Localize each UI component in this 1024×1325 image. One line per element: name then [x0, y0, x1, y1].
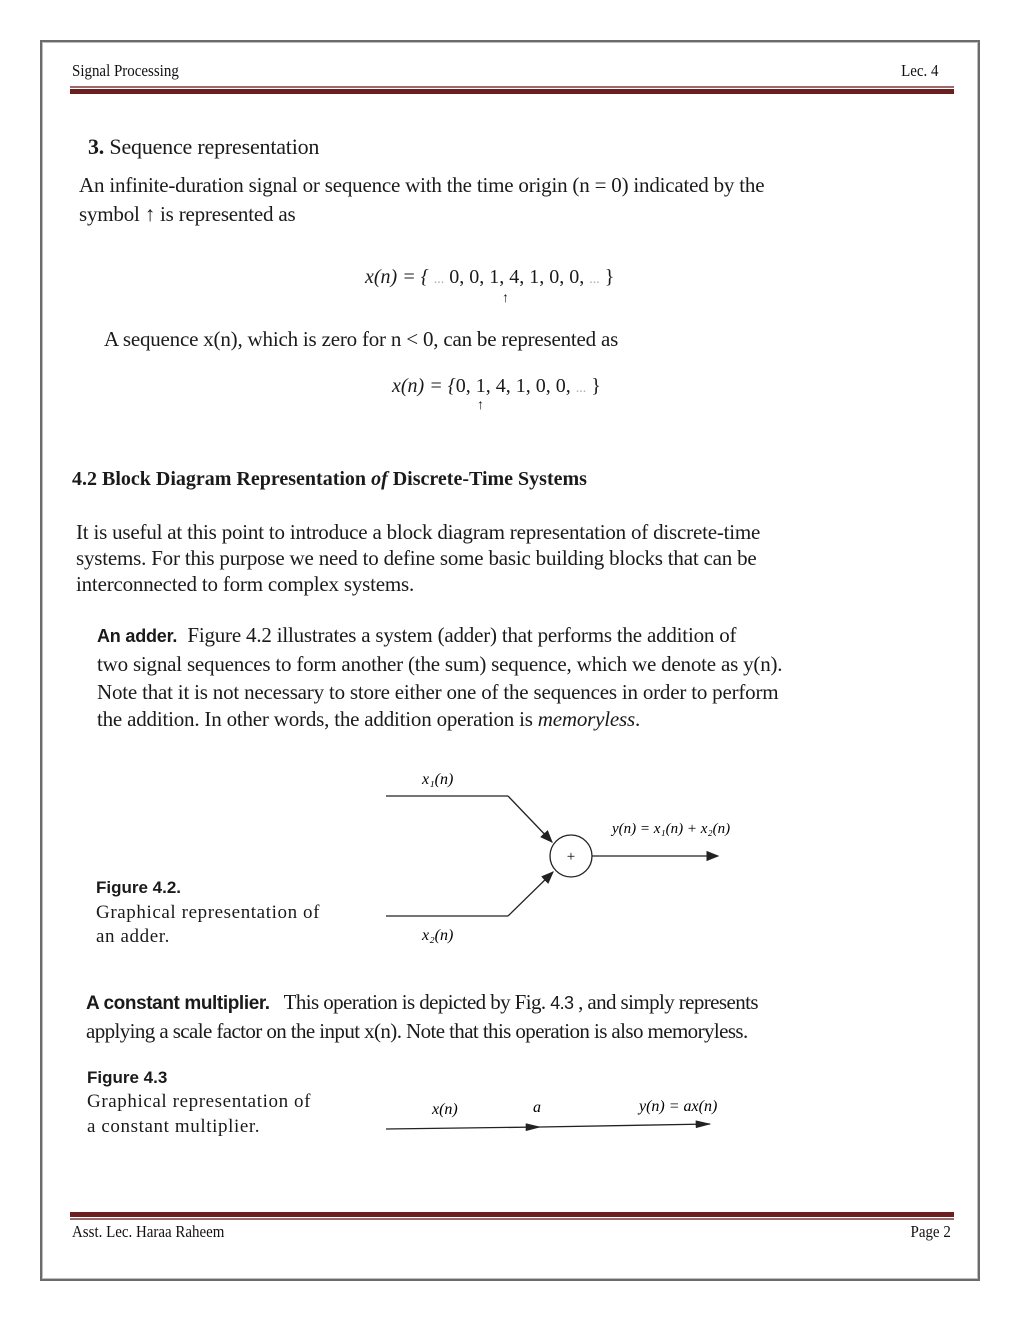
- adder-paragraph-line: [97, 707, 640, 732]
- heading-text: 4.2 Block Diagram Representation: [72, 468, 372, 490]
- adder-label: An adder.: [97, 626, 178, 646]
- output-label: y(n) = x₁(n) + x₂(n): [612, 821, 731, 837]
- adder-paragraph-line: two signal sequences to form another (the sum) sequence, which we denote as y(n).: [97, 652, 783, 676]
- text: Figure 4.2 illustrates a system (adder) that performs the addition of: [187, 623, 737, 647]
- input1-label: x₁(n): [422, 771, 454, 788]
- paragraph-line: symbol ↑ is represented as: [79, 202, 296, 226]
- origin-arrow-icon: ↑: [502, 291, 509, 306]
- output-arrow: [540, 1124, 710, 1127]
- header-rule: [70, 86, 954, 94]
- adder-paragraph-line: [97, 623, 736, 648]
- emphasis: memoryless: [537, 707, 635, 731]
- equation-values: 0, 0, 1, 4, 1, 0, 0,: [449, 266, 585, 288]
- footer-author: Asst. Lec. Haraa Raheem: [72, 1222, 225, 1241]
- text: .: [634, 707, 641, 731]
- ellipsis: ...: [589, 272, 600, 287]
- input2-arrow: [508, 872, 553, 916]
- section-heading: [88, 134, 319, 160]
- input-arrow: [386, 1127, 540, 1129]
- equation-lhs: x(n) = {: [365, 266, 429, 288]
- gain-label: a: [533, 1099, 541, 1116]
- figure-caption: Graphical representation of: [96, 902, 321, 923]
- text: This operation is depicted by Fig.: [283, 990, 551, 1014]
- input2-label: x₂(n): [422, 927, 454, 944]
- origin-arrow-icon: ↑: [477, 398, 484, 413]
- adder-diagram: [380, 760, 800, 955]
- text: the addition. In other words, the addition operation is: [97, 707, 538, 731]
- output-label: y(n) = ax(n): [639, 1098, 718, 1115]
- paragraph-line: interconnected to form complex systems.: [76, 572, 415, 596]
- equation-infinite-sequence: [365, 266, 614, 289]
- heading-text-italic: of: [371, 468, 388, 490]
- paragraph-line: systems. For this purpose we need to define some basic building blocks that can be: [76, 546, 757, 570]
- input-label: x(n): [432, 1101, 458, 1118]
- multiplier-label: A constant multiplier.: [86, 993, 270, 1014]
- equation-lhs: x(n) = {: [392, 375, 456, 397]
- ellipsis: ...: [575, 381, 587, 396]
- header-lecture: Lec. 4: [900, 61, 938, 80]
- equation-close: }: [591, 375, 601, 397]
- figure-caption: Graphical representation of: [87, 1091, 312, 1112]
- header-title: Signal Processing: [72, 61, 179, 80]
- section-title: Sequence representation: [109, 134, 320, 159]
- paragraph-line: It is useful at this point to introduce a block diagram representation of discrete-time: [76, 520, 761, 544]
- section-number: 3.: [88, 134, 105, 159]
- multiplier-paragraph-line: [86, 990, 758, 1015]
- ellipsis: ...: [433, 272, 445, 287]
- text: , and simply represents: [573, 990, 758, 1014]
- equation-causal-sequence: [392, 375, 601, 398]
- plus-operator: +: [566, 849, 576, 865]
- heading-text: Discrete-Time Systems: [387, 468, 587, 490]
- figure-caption: an adder.: [96, 926, 170, 947]
- figure-reference: 4.3: [550, 993, 574, 1013]
- section-heading-4-2: [72, 468, 587, 491]
- paragraph-line: An infinite-duration signal or sequence with the time origin (n = 0) indicated by the: [79, 173, 765, 197]
- footer-rule: [70, 1212, 954, 1220]
- figure-4-2-label: Figure 4.2.: [96, 878, 182, 897]
- input1-arrow: [508, 796, 552, 842]
- figure-4-3-label: Figure 4.3: [87, 1068, 168, 1087]
- equation-values: 0, 1, 4, 1, 0, 0,: [455, 375, 571, 397]
- multiplier-diagram: [380, 1090, 780, 1140]
- figure-caption: a constant multiplier.: [87, 1116, 261, 1137]
- multiplier-paragraph-line: applying a scale factor on the input x(n). Note that this operation is also memoryless.: [86, 1019, 748, 1043]
- adder-paragraph-line: Note that it is not necessary to store either one of the sequences in order to perform: [97, 680, 779, 704]
- footer-page-number: Page 2: [910, 1222, 951, 1241]
- paragraph-line: A sequence x(n), which is zero for n < 0, can be represented as: [104, 327, 619, 351]
- equation-close: }: [604, 266, 615, 288]
